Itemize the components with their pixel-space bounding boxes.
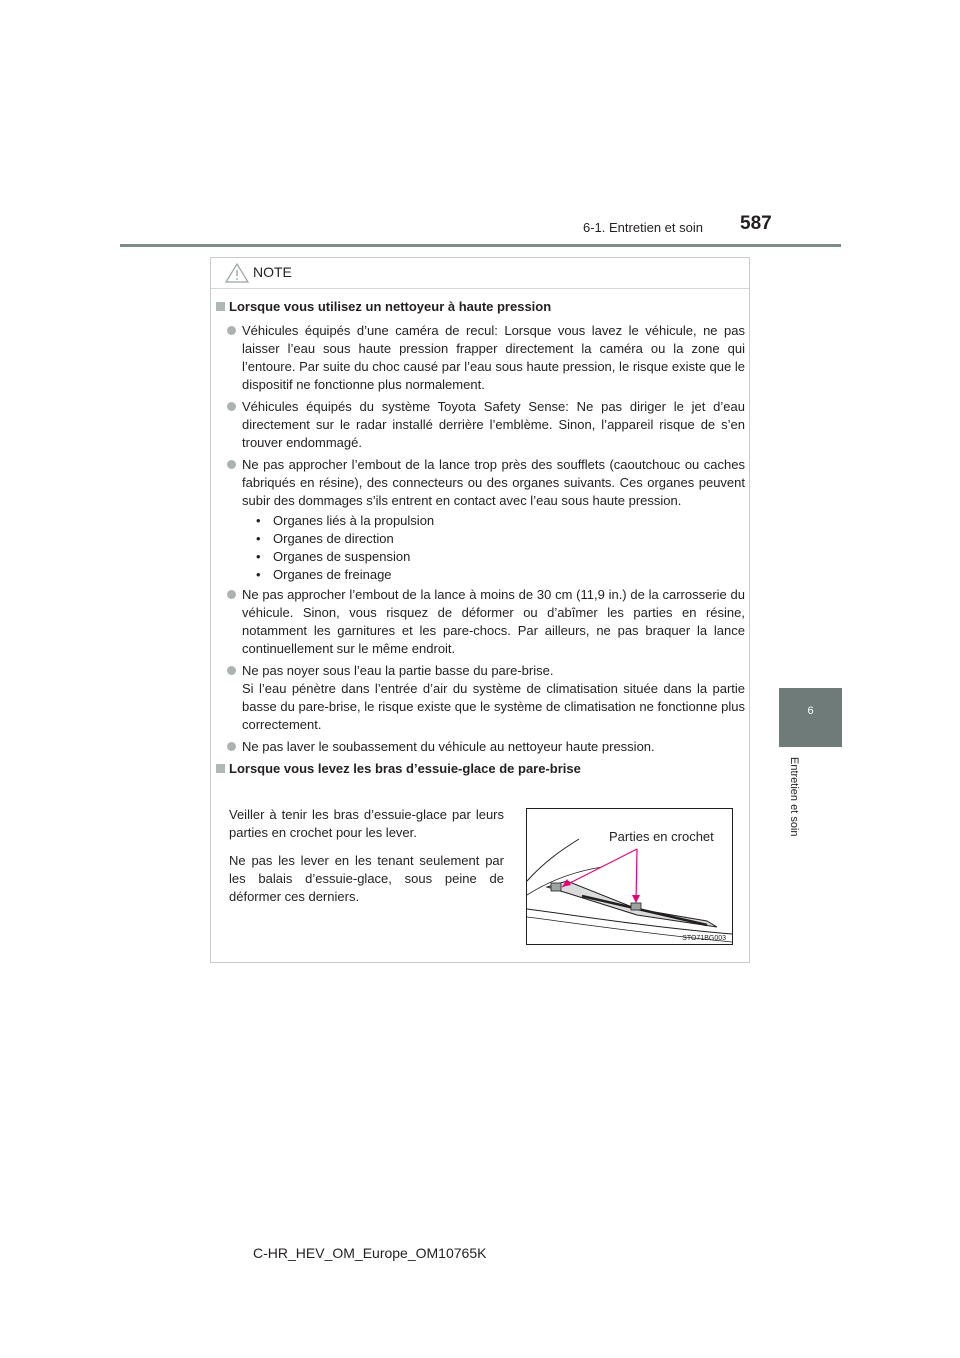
note-header [211, 258, 749, 289]
chapter-tab[interactable] [779, 688, 842, 747]
warning-triangle-icon [225, 263, 249, 283]
wiper-figure [526, 808, 733, 945]
sub-list-item: • Organes de direction [256, 530, 745, 548]
note-content [215, 298, 745, 784]
sub-list-item: • Organes liés à la propulsion [256, 512, 745, 530]
square-bullet-icon [216, 764, 225, 773]
paragraph: Ne pas les lever en les tenant seulement par les balais d’essuie-glace, sous peine de déformer ces derniers. [229, 853, 504, 904]
paragraph: Veiller à tenir les bras d’essuie-glace par leurs parties en crochet pour les lever. [229, 807, 504, 840]
document-footer: C-HR_HEV_OM_Europe_OM10765K [253, 1245, 487, 1261]
circle-bullet-icon [227, 402, 236, 411]
circle-bullet-icon [227, 666, 236, 675]
sub-list-item: • Organes de suspension [256, 548, 745, 566]
circle-bullet-icon [227, 742, 236, 751]
list-item: Véhicules équipés du système Toyota Safety Sense: Ne pas diriger le jet d’eau directement sur le radar installé derrière l’emblème. Sinon, l’appareil risque de s’en trouver endommagé. [215, 398, 745, 452]
section-heading-pressure-washer: Lorsque vous utilisez un nettoyeur à haute pression [215, 298, 745, 316]
page-number: 587 [740, 213, 772, 234]
note-box [210, 257, 750, 963]
section-heading-wiper-arms: Lorsque vous levez les bras d’essuie-glace de pare-brise [215, 760, 745, 778]
sub-list [215, 512, 745, 584]
figure-callout-label: Parties en crochet [609, 829, 714, 844]
circle-bullet-icon [227, 326, 236, 335]
chapter-label-text: Entretien et soin [788, 757, 800, 837]
list-item: Ne pas noyer sous l’eau la partie basse du pare-brise. Si l’eau pénètre dans l’entrée d’air du système de climatisation située dans la partie basse du pare-brise, le risque existe que le système de climatisation ne fonctionne plus correctement. [215, 662, 745, 734]
sub-list-item: • Organes de freinage [256, 566, 745, 584]
square-bullet-icon [216, 302, 225, 311]
list-item: Véhicules équipés d’une caméra de recul: Lorsque vous lavez le véhicule, ne pas laisser l’eau sous haute pression frapper directement la caméra ou la zone qui l’entoure. Par suite du choc causé par l’eau sous haute pression, le risque existe que le dispositif ne fonctionne plus normalement. [215, 322, 745, 394]
list-item: Ne pas laver le soubassement du véhicule au nettoyeur haute pression. [215, 738, 745, 756]
chapter-number: 6 [807, 705, 814, 717]
circle-bullet-icon [227, 590, 236, 599]
circle-bullet-icon [227, 460, 236, 469]
header-divider [120, 244, 841, 247]
list-item: Ne pas approcher l’embout de la lance à moins de 30 cm (11,9 in.) de la carrosserie du véhicule. Sinon, vous risquez de déformer ou d’abîmer les parties en résine, notamment les garnitures et les pare-chocs. Par ailleurs, ne pas braquer la lance continuellement sur le même endroit. [215, 586, 745, 658]
note-title: NOTE [253, 264, 292, 280]
chapter-label [786, 757, 802, 877]
section-title: 6-1. Entretien et soin [583, 220, 703, 235]
figure-code: STO71BG003 [682, 935, 726, 942]
list-item: Ne pas approcher l’embout de la lance trop près des soufflets (caoutchouc ou caches fabriqués en résine), des connecteurs ou des organes suivants. Ces organes peuvent subir des dommages s’ils entrent en contact avec l’eau sous haute pression. [215, 456, 745, 510]
